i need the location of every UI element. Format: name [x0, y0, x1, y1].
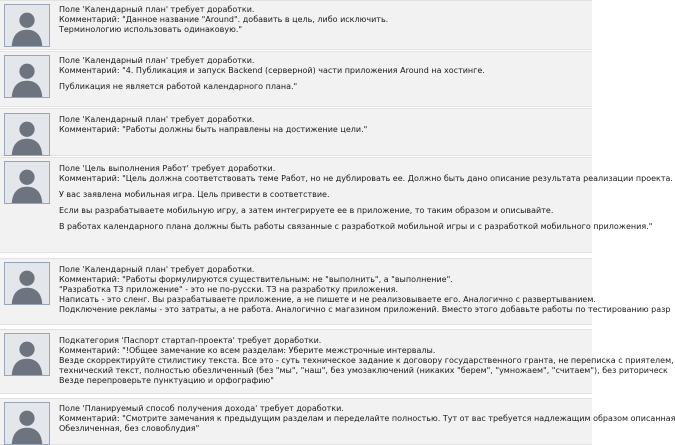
comment-entry — [0, 398, 675, 445]
comment-line: технический текст, полностью обезличенный (без "мы", "наш", без умозаключений (никаких "берем", "умножаем", "считаем"), без риторическ — [59, 366, 668, 375]
comment-line: Подключение рекламы - это затраты, а не работа. Аналогично с магазином приложений. Вместо этого добавьте работы по тестированию разр — [59, 305, 671, 314]
comment-line: Комментарий: "4. Публикация и запуск Backend (серверной) части приложения Around на хостинге. — [59, 66, 485, 75]
user-avatar-icon — [4, 262, 50, 305]
comment-line: Комментарий: "!Общее замечание ко всем разделам: Уберите межстрочные интервалы. — [59, 346, 436, 355]
comment-entry — [0, 108, 592, 156]
comment-line: Комментарий: "Работы формулируются существительным: не "выполнить", а "выполнение". — [59, 275, 453, 284]
comment-line: Обезличенная, без словоблудия" — [59, 424, 200, 433]
comment-entry — [0, 157, 673, 253]
user-avatar-icon — [4, 402, 50, 445]
comment-line: В работах календарного плана должны быть работы связанные с разработкой мобильной игры и с разработкой мобильного приложения." — [59, 222, 653, 231]
comment-entry — [0, 329, 674, 394]
comment-text — [59, 336, 674, 386]
user-avatar-icon — [4, 161, 50, 204]
comment-line: Публикация не является работой календарного плана." — [59, 82, 298, 91]
user-avatar-icon — [4, 4, 50, 47]
comment-entry — [0, 258, 671, 325]
user-avatar-icon — [4, 333, 50, 376]
comment-text — [59, 164, 673, 232]
comment-line: Везде скорректируйте стилистику текста. Все это - суть техническое задание к договору государственного гранта, не переписка с приятелем, — [59, 356, 674, 365]
comment-text — [59, 56, 592, 92]
user-avatar-icon — [4, 113, 50, 156]
comment-entry — [0, 51, 592, 107]
comment-field-title: Поле 'Календарный план' требует доработки. — [59, 56, 255, 65]
comment-text — [59, 404, 675, 434]
user-avatar-icon — [4, 55, 50, 98]
comment-line: Терминологию использовать одинаковую." — [59, 25, 243, 34]
comment-field-title: Поле 'Календарный план' требует доработки. — [59, 5, 255, 14]
comment-text — [59, 115, 592, 135]
comment-field-title: Поле 'Календарный план' требует доработки. — [59, 265, 255, 274]
comment-line: У вас заявлена мобильная игра. Цель привести в соответствие. — [59, 190, 330, 199]
comment-text — [59, 265, 671, 315]
comment-entry — [0, 0, 592, 50]
comment-line: Если вы разрабатываете мобильную игру, а затем интегрируете ее в приложение, то таким образом и описывайте. — [59, 206, 554, 215]
comment-line: Комментарий: "Работы должны быть направлены на достижение цели." — [59, 125, 368, 134]
comment-field-title: Поле 'Календарный план' требует доработки. — [59, 115, 255, 124]
comment-field-title: Подкатегория 'Паспорт стартап-проекта' требует доработки. — [59, 336, 322, 345]
comment-line: Везде перепроверьте пунктуацию и орфографию" — [59, 376, 274, 385]
comment-text — [59, 5, 592, 35]
comment-line: Написать - это сленг. Вы разрабатываете приложение, а не пишете и не реализовываете его. Аналогично с развертыванием. — [59, 295, 596, 304]
comment-line: "Разработка ТЗ приложение" - это не по-русски. ТЗ на разработку приложения. — [59, 285, 399, 294]
comment-line: Комментарий: "Цель должна соответствовать теме Работ, но не дублировать ее. Должно быть дано описание результата реализации проекта. — [59, 174, 673, 183]
comment-field-title: Поле 'Цель выполнения Работ' требует доработки. — [59, 164, 276, 173]
comment-field-title: Поле 'Планируемый способ получения дохода' требует доработки. — [59, 404, 344, 413]
comment-line: Комментарий: "Смотрите замечания к предыдущим разделам и переделайте полностью. Тут от вас требуется надлежащим образом описанная — [59, 414, 675, 423]
comment-line: Комментарий: "Данное название "Around". добавить в цель, либо исключить. — [59, 15, 389, 24]
